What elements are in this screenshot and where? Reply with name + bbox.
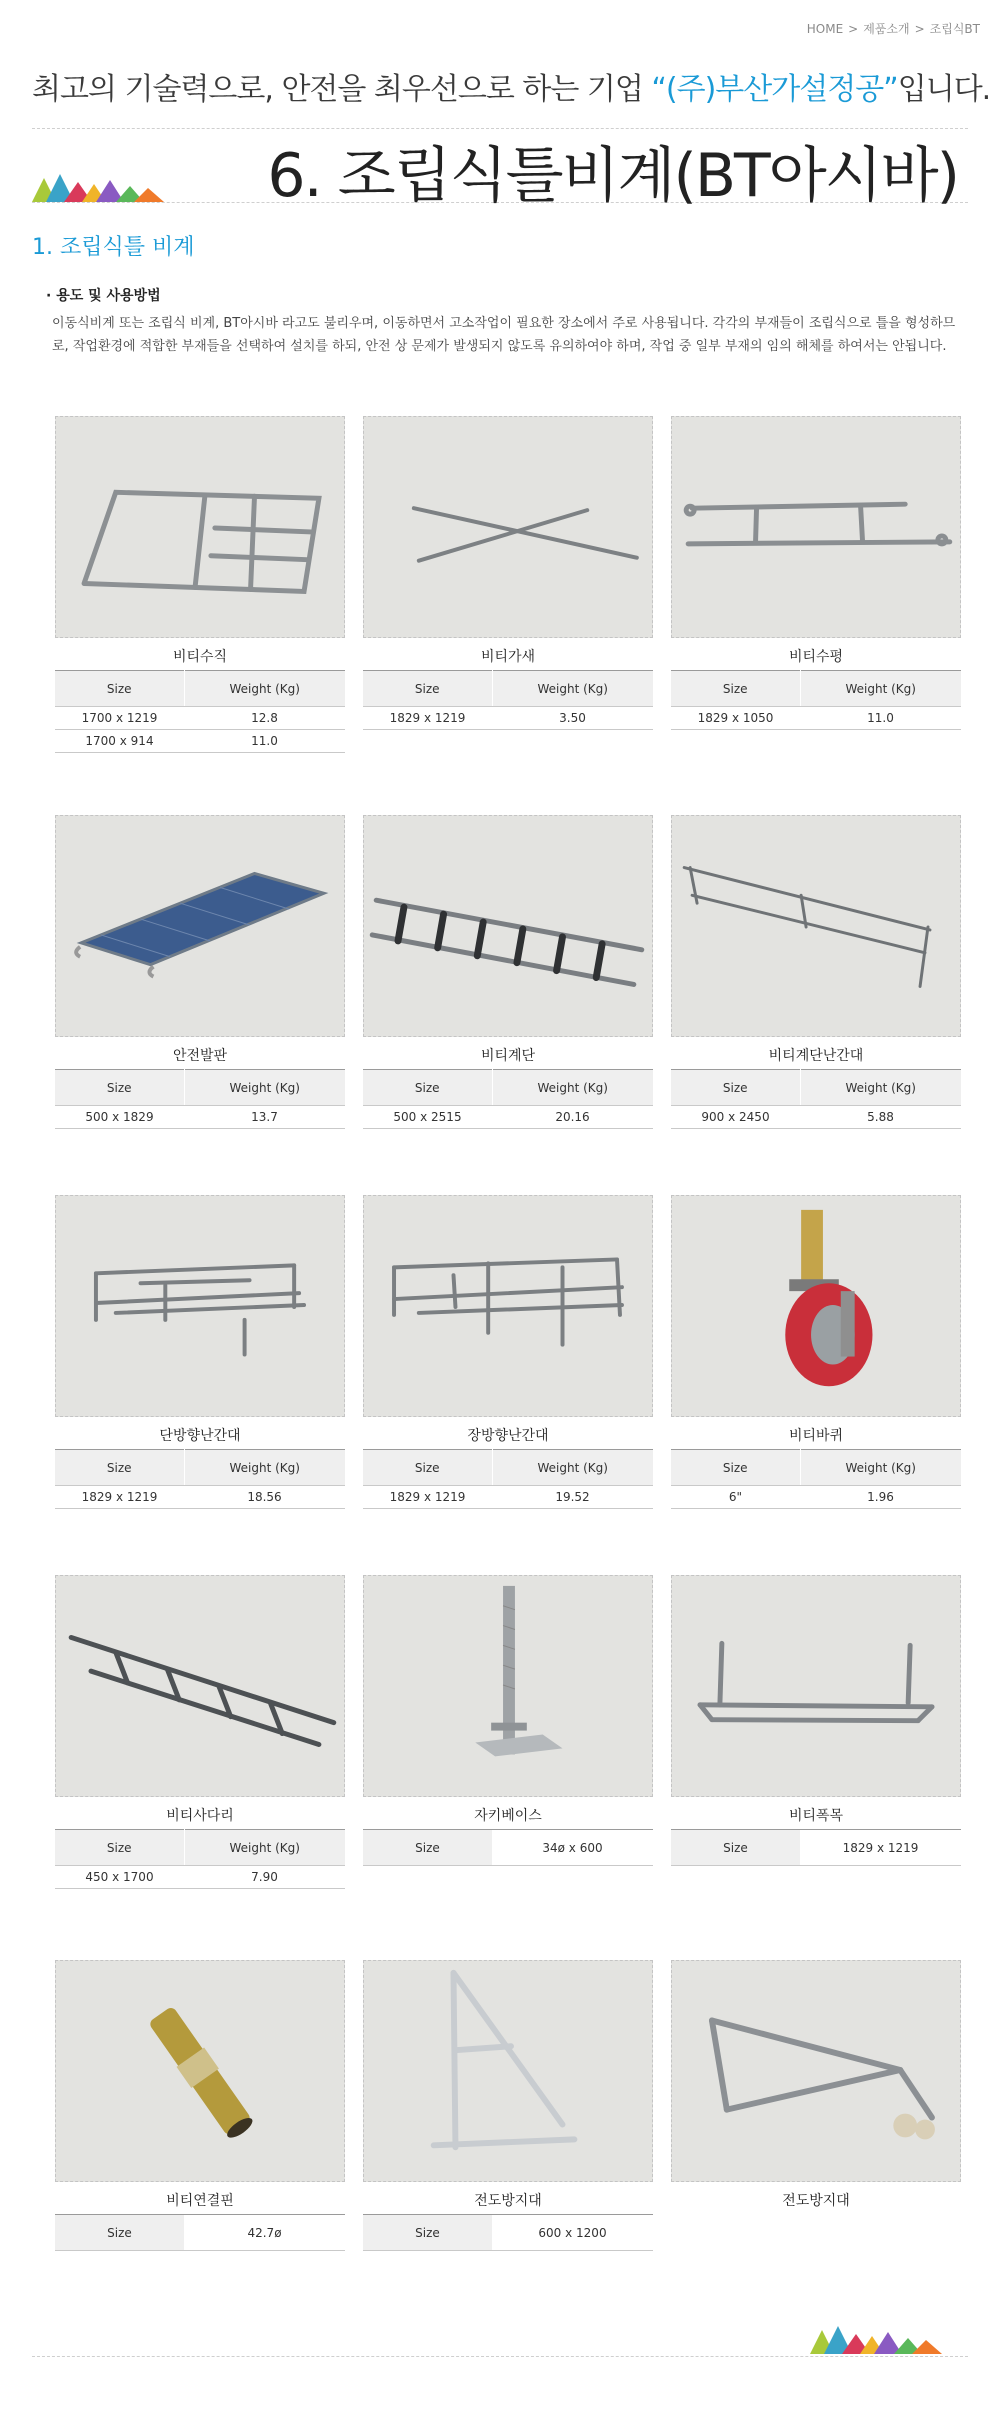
- spec-table: [55, 1069, 345, 1129]
- product-name: 비티수평: [788, 649, 844, 665]
- long-railing-icon: [363, 1195, 653, 1417]
- weight-header: Weight (Kg): [492, 1450, 653, 1486]
- spec-table: [55, 1829, 345, 1889]
- size-header: Size: [55, 1450, 184, 1486]
- size-cell: 1829 x 1219: [55, 1486, 184, 1509]
- size-label: Size: [363, 2215, 492, 2251]
- weight-cell: 19.52: [492, 1486, 653, 1509]
- product-card: [55, 1960, 345, 2251]
- weight-header: Weight (Kg): [800, 1450, 961, 1486]
- weight-header: Weight (Kg): [492, 1070, 653, 1106]
- usage-title: · 용도 및 사용방법: [46, 288, 161, 304]
- breadcrumb-separator: >: [848, 22, 859, 36]
- breadcrumb: [807, 20, 980, 37]
- size-value: 42.7ø: [184, 2215, 345, 2251]
- weight-cell: 18.56: [184, 1486, 345, 1509]
- size-value: 34ø x 600: [492, 1830, 653, 1866]
- weight-header: Weight (Kg): [184, 671, 345, 707]
- size-cell: 1829 x 1050: [671, 707, 800, 730]
- product-card: [363, 416, 653, 730]
- product-name: 비티수직: [172, 649, 228, 665]
- breadcrumb-home[interactable]: HOME: [806, 22, 844, 36]
- table-row: [55, 1866, 345, 1889]
- size-value: 600 x 1200: [492, 2215, 653, 2251]
- spec-table: [363, 670, 653, 730]
- spec-table: [55, 670, 345, 753]
- size-cell: 1829 x 1219: [363, 707, 492, 730]
- caster-wheel-icon: [671, 1195, 961, 1417]
- cross-brace-icon: [363, 416, 653, 638]
- weight-cell: 1.96: [800, 1486, 961, 1509]
- weight-cell: 12.8: [184, 707, 345, 730]
- product-card: [55, 416, 345, 753]
- weight-header: Weight (Kg): [184, 1450, 345, 1486]
- table-row: [55, 1106, 345, 1129]
- mountain-logo-icon: [32, 170, 182, 204]
- table-row: [363, 707, 653, 730]
- spec-table: [363, 1069, 653, 1129]
- product-card: [55, 1575, 345, 1889]
- size-header: Size: [363, 1450, 492, 1486]
- divider: [32, 2356, 968, 2357]
- size-header: Size: [55, 1070, 184, 1106]
- product-card: [55, 1195, 345, 1509]
- weight-header: Weight (Kg): [184, 1070, 345, 1106]
- page-title: 6. 조립식틀비계(BT아시바): [267, 141, 958, 211]
- joint-pin-icon: [55, 1960, 345, 2182]
- size-cell: 900 x 2450: [671, 1106, 800, 1129]
- product-card: [671, 1960, 961, 2212]
- product-card: [671, 1195, 961, 1509]
- size-value: 1829 x 1219: [800, 1830, 961, 1866]
- tagline-suffix: 입니다.: [897, 72, 991, 107]
- product-card: [363, 815, 653, 1129]
- table-row: [671, 707, 961, 730]
- weight-cell: 13.7: [184, 1106, 345, 1129]
- tagline-prefix: 최고의 기술력으로, 안전을 최우선으로 하는 기업: [32, 72, 643, 107]
- vertical-frame-icon: [55, 416, 345, 638]
- table-row: [363, 1106, 653, 1129]
- product-card: [363, 1960, 653, 2251]
- size-header: Size: [363, 671, 492, 707]
- spec-table: [363, 2214, 653, 2251]
- product-card: [671, 416, 961, 730]
- product-card: [671, 1575, 961, 1866]
- spec-table: [671, 670, 961, 730]
- weight-cell: 7.90: [184, 1866, 345, 1889]
- breadcrumb-category[interactable]: 제품소개: [863, 22, 910, 36]
- ladder-icon: [55, 1575, 345, 1797]
- product-card: [671, 815, 961, 1129]
- spec-table: [671, 1069, 961, 1129]
- size-header: Size: [671, 1070, 800, 1106]
- product-card: [55, 815, 345, 1129]
- stair-railing-icon: [671, 815, 961, 1037]
- table-row: [55, 707, 345, 730]
- size-label: Size: [671, 1830, 800, 1866]
- product-name: 단방향난간대: [159, 1428, 241, 1444]
- size-header: Size: [671, 671, 800, 707]
- spec-table: [363, 1829, 653, 1866]
- mountain-logo-icon: [810, 2322, 960, 2356]
- weight-header: Weight (Kg): [800, 1070, 961, 1106]
- outrigger-wheel-icon: [671, 1960, 961, 2182]
- product-name: 비티폭목: [788, 1808, 844, 1824]
- product-name: 비티계단난간대: [768, 1048, 864, 1064]
- size-cell: 450 x 1700: [55, 1866, 184, 1889]
- jack-base-icon: [363, 1575, 653, 1797]
- table-row: [671, 1106, 961, 1129]
- table-row: [55, 730, 345, 753]
- spec-table: [55, 2214, 345, 2251]
- size-header: Size: [55, 671, 184, 707]
- product-name: 전도방지대: [474, 2193, 542, 2209]
- size-cell: 1829 x 1219: [363, 1486, 492, 1509]
- product-name: 자키베이스: [474, 1808, 542, 1824]
- spec-table: [671, 1449, 961, 1509]
- product-card: [363, 1575, 653, 1866]
- product-name: 비티사다리: [166, 1808, 234, 1824]
- table-row: [55, 1486, 345, 1509]
- size-cell: 500 x 1829: [55, 1106, 184, 1129]
- weight-header: Weight (Kg): [184, 1830, 345, 1866]
- breadcrumb-separator: >: [914, 22, 925, 36]
- product-name: 전도방지대: [782, 2193, 850, 2209]
- spec-table: [671, 1829, 961, 1866]
- product-name: 장방향난간대: [467, 1428, 549, 1444]
- spec-table: [55, 1449, 345, 1509]
- horizontal-frame-icon: [671, 416, 961, 638]
- size-label: Size: [55, 2215, 184, 2251]
- product-name: 비티바퀴: [788, 1428, 844, 1444]
- usage-description: 이동식비계 또는 조립식 비계, BT아시바 라고도 불리우며, 이동하면서 고소작업이 필요한 장소에서 주로 사용됩니다. 각각의 부재들이 조립식으로 틀을 형성하므로, 작업환경에 적합한 부재들을 선택하여 설치를 하되, 안전 상 문제가 발생되지 않도록 유의하여야 하며, 작업 중 일부 부재의 임의 해체를 하여서는 안됩니다.: [52, 316, 956, 354]
- product-name: 비티연결핀: [166, 2193, 234, 2209]
- size-header: Size: [55, 1830, 184, 1866]
- weight-cell: 11.0: [800, 707, 961, 730]
- outrigger-icon: [363, 1960, 653, 2182]
- product-card: [363, 1195, 653, 1509]
- spec-table: [363, 1449, 653, 1509]
- weight-cell: 5.88: [800, 1106, 961, 1129]
- width-frame-icon: [671, 1575, 961, 1797]
- product-name: 안전발판: [172, 1048, 228, 1064]
- breadcrumb-current[interactable]: 조립식BT: [929, 22, 980, 36]
- size-cell: 500 x 2515: [363, 1106, 492, 1129]
- size-cell: 1700 x 1219: [55, 707, 184, 730]
- safety-plank-icon: [55, 815, 345, 1037]
- weight-header: Weight (Kg): [492, 671, 653, 707]
- weight-cell: 20.16: [492, 1106, 653, 1129]
- weight-header: Weight (Kg): [800, 671, 961, 707]
- weight-cell: 3.50: [492, 707, 653, 730]
- section-title: 1. 조립식틀 비계: [32, 235, 195, 260]
- product-name: 비티가새: [480, 649, 536, 665]
- short-railing-icon: [55, 1195, 345, 1417]
- size-cell: 6": [671, 1486, 800, 1509]
- tagline-company: “(주)부산가설정공”: [651, 72, 898, 107]
- table-row: [363, 1486, 653, 1509]
- size-header: Size: [671, 1450, 800, 1486]
- product-name: 비티계단: [480, 1048, 536, 1064]
- size-label: Size: [363, 1830, 492, 1866]
- size-cell: 1700 x 914: [55, 730, 184, 753]
- weight-cell: 11.0: [184, 730, 345, 753]
- size-header: Size: [363, 1070, 492, 1106]
- company-tagline: [32, 64, 991, 108]
- stair-icon: [363, 815, 653, 1037]
- table-row: [671, 1486, 961, 1509]
